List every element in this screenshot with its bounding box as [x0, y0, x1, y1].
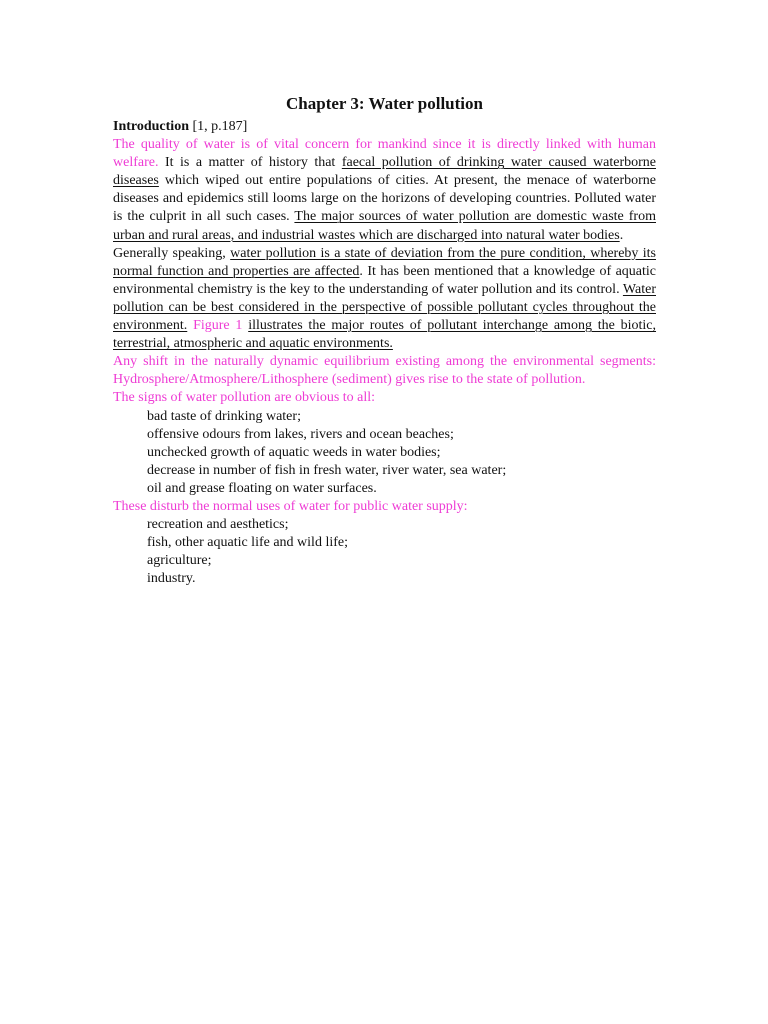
text-run: which wiped out entire populations of cities. At present, the menace of waterborne diseases and epidemics still looms large on the horizons of developing countries. Polluted water is the culprit in all such cases. — [113, 173, 656, 225]
uses-list — [113, 516, 656, 588]
list-item: industry. — [147, 571, 196, 587]
underlined-phrase: illustrates the major routes of pollutant interchange among the biotic, terrestrial, atmospheric and aquatic environments. — [113, 318, 657, 352]
signs-list — [113, 408, 656, 498]
text-run: . It has been mentioned that a knowledge of aquatic environmental chemistry is the key to the understanding of water pollution and its control. — [113, 263, 656, 297]
list-item: recreation and aesthetics; — [147, 517, 289, 533]
list-item: unchecked growth of aquatic weeds in water bodies; — [147, 444, 441, 460]
figure-reference: Figure 1 — [193, 318, 243, 334]
underlined-phrase: faecal pollution of drinking water caused waterborne diseases — [113, 155, 656, 189]
text-run: . — [619, 227, 624, 243]
text-run: Generally speaking, — [113, 245, 231, 261]
paragraph-1 — [113, 136, 656, 245]
paragraph-2 — [113, 245, 656, 354]
signs-heading: The signs of water pollution are obvious to all: — [113, 390, 376, 406]
list-item: fish, other aquatic life and wild life; — [147, 535, 348, 551]
introduction-label: Introduction — [113, 119, 189, 134]
highlighted-sentence: The quality of water is of vital concern for mankind since it is directly linked with human welfare. — [113, 137, 656, 171]
introduction-reference: [1, p.187] — [188, 119, 248, 134]
list-item: oil and grease floating on water surfaces. — [147, 480, 377, 496]
underlined-phrase: The major sources of water pollution are domestic waste from urban and rural areas, and industrial wastes which are discharged into natural water bodies — [113, 209, 656, 243]
introduction-heading — [113, 118, 656, 136]
list-item: agriculture; — [147, 553, 212, 569]
list-item: bad taste of drinking water; — [147, 408, 301, 424]
list-item: decrease in number of fish in fresh water, river water, sea water; — [147, 462, 507, 478]
paragraph-3: Any shift in the naturally dynamic equilibrium existing among the environmental segments: Hydrosphere/Atmosphere/Lithosphere (sediment) gives rise to the state of pollution. — [113, 354, 656, 388]
text-run: It is a matter of history that — [158, 155, 342, 171]
uses-heading: These disturb the normal uses of water for public water supply: — [113, 498, 468, 514]
chapter-title: Chapter 3: Water pollution — [286, 94, 483, 113]
underlined-phrase: Water pollution can be best considered in the perspective of possible pollutant cycles throughout the environment. — [113, 281, 656, 334]
list-item: offensive odours from lakes, rivers and ocean beaches; — [147, 426, 454, 442]
underlined-phrase: water pollution is a state of deviation from the pure condition, whereby its normal function and properties are affected — [113, 245, 656, 279]
